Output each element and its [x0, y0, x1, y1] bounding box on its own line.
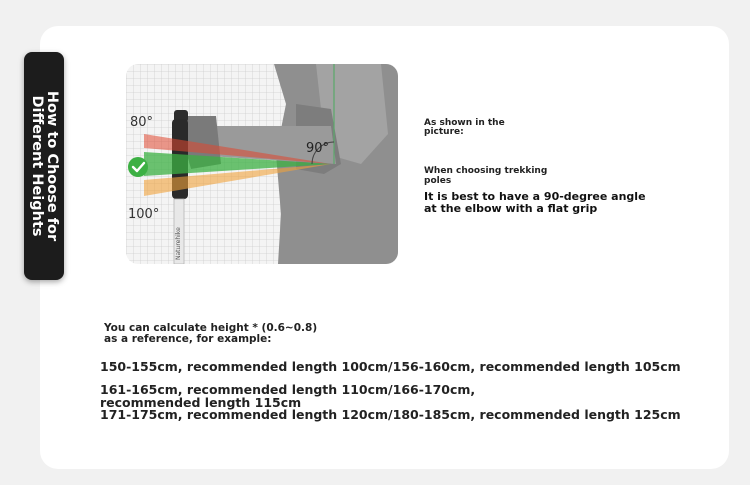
- check-icon: [128, 157, 148, 177]
- angle-top-label: 80°: [130, 115, 154, 130]
- pole-brand: Naturehike: [175, 227, 182, 260]
- calculation-formula: You can calculate height * (0.6~0.8) as a reference, for example:: [104, 322, 318, 345]
- elbow-angle-label: 90°: [306, 141, 330, 156]
- side-title-tab: [24, 52, 64, 280]
- angle-bottom-label: 100°: [128, 207, 160, 222]
- height-recommendation-line: 161-165cm, recommended length 110cm/166-170cm, recommended length 115cm: [100, 382, 476, 410]
- best-angle-note: It is best to have a 90-degree angle at the elbow with a flat grip: [424, 190, 646, 215]
- height-recommendation-line: 171-175cm, recommended length 120cm/180-185cm, recommended length 125cm: [100, 407, 681, 422]
- height-recommendation-line: 150-155cm, recommended length 100cm/156-160cm, recommended length 105cm: [100, 359, 681, 374]
- illustration-svg: [126, 64, 398, 264]
- when-choosing-note: When choosing trekking poles: [424, 166, 548, 186]
- as-shown-note: As shown in the picture:: [424, 118, 505, 137]
- side-title: How to Choose for Different Heights: [29, 90, 60, 242]
- arm-angle-illustration: [126, 64, 398, 264]
